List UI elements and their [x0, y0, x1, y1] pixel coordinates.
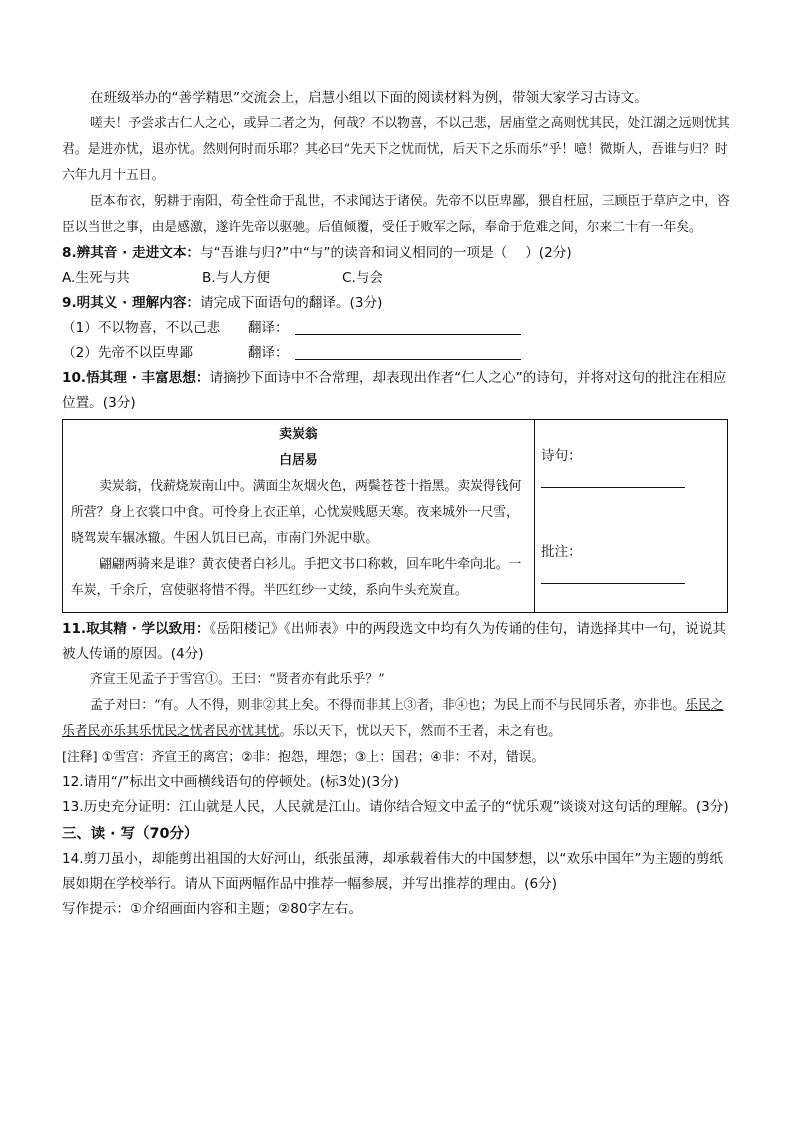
question-11: [62, 617, 732, 667]
poem-table: [62, 419, 728, 613]
poem-title: 卖炭翁: [279, 427, 318, 442]
answer-poem-line[interactable]: [541, 471, 685, 488]
answer-note-line[interactable]: [541, 567, 685, 584]
mencius-p1: 齐宣王见孟子于雪宫①。王曰：“贤者亦有此乐乎？”: [90, 672, 385, 687]
poem-cell: [63, 420, 535, 613]
passage-chushibiao: 臣本布衣，躬耕于南阳，苟全性命于乱世，不求闻达于诸侯。先帝不以臣卑鄙，猥自枉屈，三顾臣于草庐之中，咨臣以当世之事，由是感激，遂许先帝以驱驰。后值倾覆，受任于败军之际，奉命于危难之间，尔来二十有一年矣。: [62, 194, 730, 235]
q9-label: 9.明其义 · 理解内容：: [62, 295, 201, 311]
poem-stanza-1: 卖炭翁，伐薪烧炭南山中。满面尘灰烟火色，两鬓苍苍十指黑。卖炭得钱何所营？身上衣裳口中食。可怜身上衣正单，心忧炭贱愿天寒。夜来城外一尺雪，晓驾炭车辗冰辙。牛困人饥日已高，市南门外泥中歇。: [71, 479, 522, 546]
q8-option-c[interactable]: C.与会: [342, 270, 384, 286]
q8-options: [62, 266, 732, 291]
answer-note-cell: [535, 518, 728, 613]
q9-item-2-tag: 翻译：: [247, 345, 289, 361]
question-9: [62, 291, 732, 366]
q10-label: 10.悟其理 · 丰富思想：: [62, 370, 210, 386]
q8-option-b[interactable]: B.与人方便: [202, 270, 271, 286]
q9-item-2: [62, 341, 732, 366]
q9-item-1: [62, 316, 732, 341]
passage-yueyanglou: 嗟夫！予尝求古仁人之心，或异二者之为，何哉？不以物喜，不以己悲，居庙堂之高则忧其民，处江湖之远则忧其君。是进亦忧，退亦忧。然则何时而乐耶？其必曰“先天下之忧而忧，后天下之乐而乐”乎！噫！微斯人，吾谁与归？时六年九月十五日。: [62, 116, 730, 183]
question-14-hint: 写作提示：①介绍画面内容和主题；②80字左右。: [62, 901, 362, 917]
q9-item-1-answer-line[interactable]: [295, 318, 521, 335]
q9-item-2-answer-line[interactable]: [295, 343, 521, 360]
q9-text: 请完成下面语句的翻译。(3分): [200, 295, 383, 311]
section-3-title: 三、读 · 写（70分）: [62, 826, 199, 842]
mencius-note: [注释] ①雪宫：齐宣王的离宫；②非：抱怨，埋怨；③上：国君；④非：不对，错误。: [62, 750, 545, 765]
q11-label: 11.取其精 · 学以致用：: [62, 621, 210, 637]
q9-item-2-num: （2）: [62, 345, 98, 361]
mencius-p2: [62, 693, 732, 745]
passage-two: [62, 667, 732, 770]
mencius-p2a: 孟子对曰：“有。人不得，则非②其上矣。不得而非其上③者，非④也；为民上而不与民同乐者，亦非也。: [90, 698, 686, 713]
q11-text: 《岳阳楼记》《出师表》中的两段选文中均有久为传诵的佳句，请选择其中一句，说说其被人传诵的原因。(4分): [62, 621, 727, 662]
q8-label: 8.辨其音 · 走进文本：: [62, 245, 201, 261]
intro-text: 在班级举办的“善学精思”交流会上，启慧小组以下面的阅读材料为例，带领大家学习古诗文。: [90, 90, 648, 106]
q8-text: 与“吾谁与归?”中“与”的读音和词义相同的一项是（ ）(2分): [200, 245, 572, 261]
mencius-p2b: 。乐以天下，忧以天下，然而不王者，未之有也。: [279, 724, 562, 739]
poem-author: 白居易: [279, 453, 318, 468]
q8-option-a[interactable]: A.生死与共: [62, 270, 130, 286]
answer-poem-label: 诗句：: [541, 448, 582, 464]
exam-page: [62, 86, 732, 922]
question-8: [62, 241, 732, 291]
question-12: 12.请用“/”标出文中画横线语句的停顿处。(标3处)(3分): [62, 774, 400, 790]
q9-item-2-sentence: 先帝不以臣卑鄙: [97, 345, 193, 361]
q9-item-1-tag: 翻译：: [247, 320, 289, 336]
poem-stanza-2: 翩翩两骑来是谁？黄衣使者白衫儿。手把文书口称敕，回车叱牛牵向北。一车炭，千余斤，宫使驱将惜不得。半匹红纱一丈绫，系向牛头充炭直。: [71, 557, 522, 598]
mencius-underlined: 乐民之乐者民亦乐其乐忧民之忧者民亦忧其忧: [62, 698, 724, 739]
answer-poem-cell: [535, 420, 728, 519]
q9-item-1-num: （1）: [62, 320, 98, 336]
question-10: [62, 366, 732, 613]
answer-note-label: 批注：: [541, 544, 582, 560]
question-13: 13.历史充分证明：江山就是人民，人民就是江山。请你结合短文中孟子的“忧乐观”谈谈对这句话的理解。(3分): [62, 799, 729, 815]
question-14: 14.剪刀虽小，却能剪出祖国的大好河山，纸张虽薄，却承载着伟大的中国梦想，以“欢乐中国年”为主题的剪纸展如期在学校举行。请从下面两幅作品中推荐一幅参展，并写出推荐的理由。(6分): [62, 851, 724, 892]
q9-item-1-sentence: 不以物喜，不以己悲: [97, 320, 221, 336]
q10-text: 请摘抄下面诗中不合常理，却表现出作者“仁人之心”的诗句，并将对这句的批注在相应位置。(3分): [62, 370, 727, 411]
passage-one: [62, 111, 732, 241]
